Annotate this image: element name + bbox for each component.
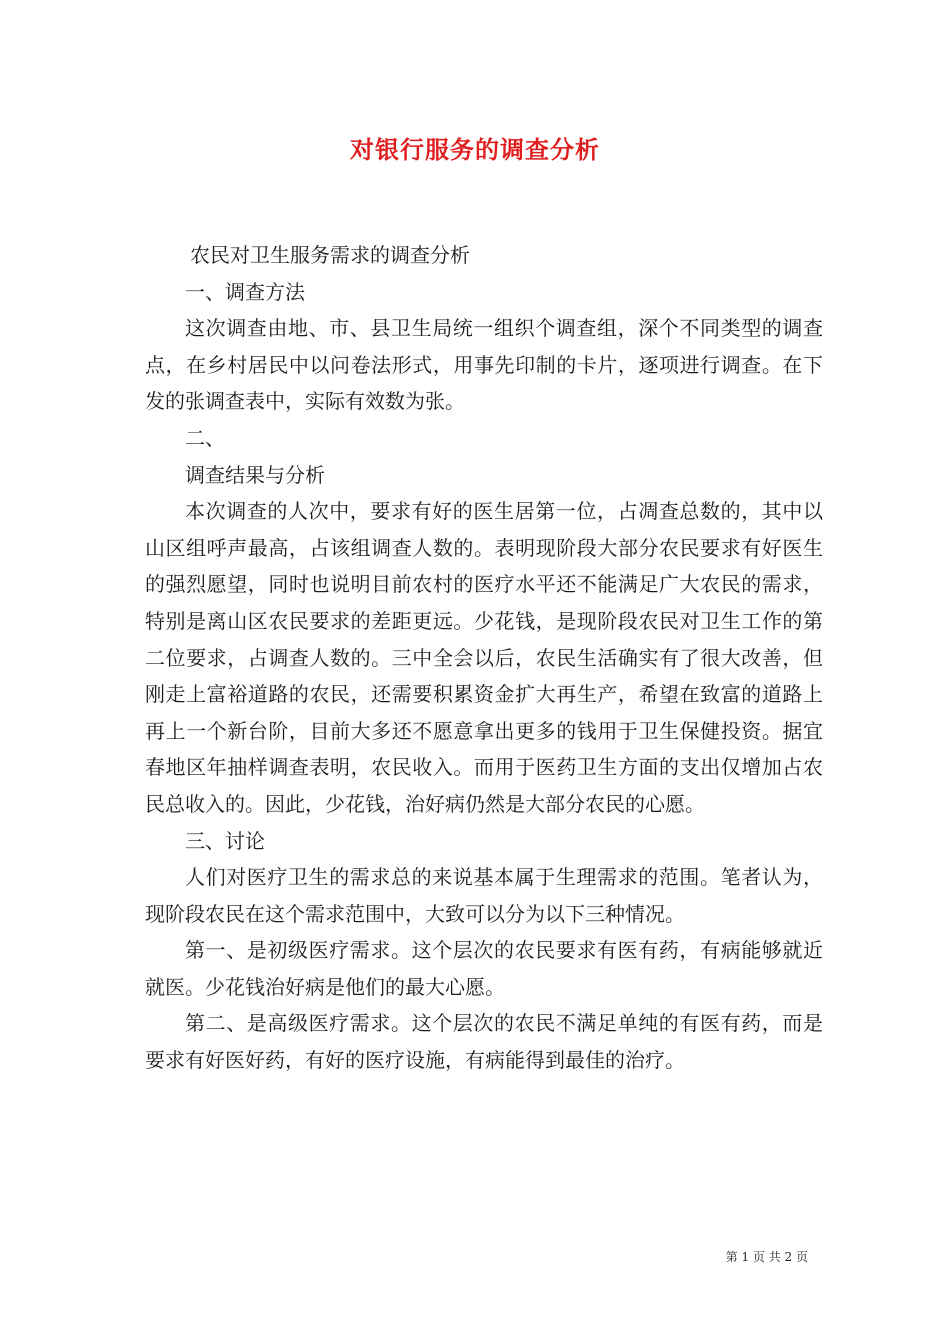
paragraph-method: 这次调查由地、市、县卫生局统一组织个调查组，深个不同类型的调查点，在乡村居民中以问卷法形式，用事先印制的卡片，逐项进行调查。在下发的张调查表中，实际有效数为张。 xyxy=(145,316,823,414)
paragraph-primary-need: 第一、是初级医疗需求。这个层次的农民要求有医有药，有病能够就近就医。少花钱治好病是他们的最大心愿。 xyxy=(145,938,823,999)
paragraph-results: 本次调查的人次中，要求有好的医生居第一位，占凋查总数的，其中以山区组呼声最高，占该组调查人数的。表明现阶段大部分农民要求有好医生的强烈愿望，同时也说明目前农村的医疗水平还不能满足广大农民的需求，特别是离山区农民要求的差距更远。少花钱，是现阶段农民对卫生工作的第二位要求，占调查人数的。三中全会以后，农民生活确实有了很大改善，但刚走上富裕道路的农民，还需要积累资金扩大再生产，希望在致富的道路上再上一个新台阶，目前大多还不愿意拿出更多的钱用于卫生保健投资。据宜春地区年抽样调查表明，农民收入。而用于医药卫生方面的支出仅增加占农民总收入的。因此，少花钱，治好病仍然是大部分农民的心愿。 xyxy=(145,499,823,816)
document-body xyxy=(145,237,823,1079)
document-title: 对银行服务的调查分析 xyxy=(350,135,600,164)
page-number: 第 1 页 共 2 页 xyxy=(725,1250,808,1264)
section-heading-method: 一、调查方法 xyxy=(185,279,305,304)
section-heading-two: 二、 xyxy=(185,425,225,450)
section-heading-results: 调查结果与分析 xyxy=(185,462,325,487)
section-heading-discussion: 三、讨论 xyxy=(185,828,265,853)
paragraph-discussion: 人们对医疗卫生的需求总的来说基本属于生理需求的范围。笔者认为，现阶段农民在这个需求范围中，大致可以分为以下三种情况。 xyxy=(145,865,823,926)
paragraph-subtitle: 农民对卫生服务需求的调查分析 xyxy=(190,243,470,267)
paragraph-advanced-need: 第二、是高级医疗需求。这个层次的农民不满足单纯的有医有药，而是要求有好医好药，有好的医疗设施，有病能得到最佳的治疗。 xyxy=(145,1011,823,1073)
